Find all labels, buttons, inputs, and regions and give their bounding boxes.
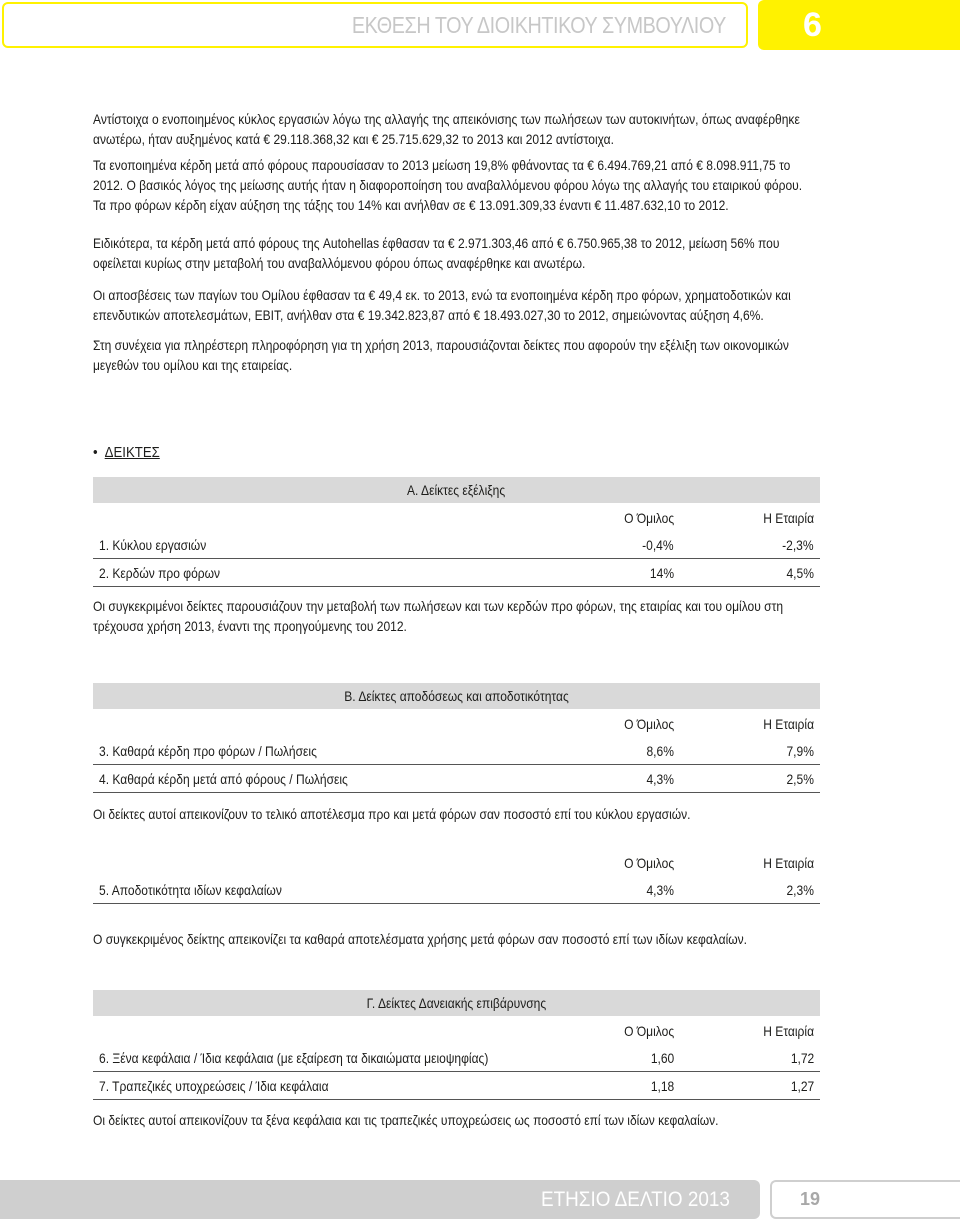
- row-label: 5. Αποδοτικότητα ιδίων κεφαλαίων: [99, 882, 282, 898]
- row-label: 3. Καθαρά κέρδη προ φόρων / Πωλήσεις: [99, 743, 317, 759]
- text-line: μεγεθών του ομίλου και της εταιρείας.: [93, 357, 293, 373]
- row-company-value: -2,3%: [782, 537, 814, 553]
- paragraph-equity-explanation: [93, 929, 823, 949]
- paragraph-autohellas-profits: [93, 233, 823, 273]
- col-header-group: Ο Όμιλος: [624, 510, 674, 526]
- table-title: Β. Δείκτες αποδόσεως και αποδοτικότητας: [344, 688, 569, 704]
- table-header-row: [93, 503, 820, 531]
- paragraph-return-explanation: [93, 804, 823, 824]
- text-line: ανωτέρω, ήταν αυξημένος κατά € 29.118.368,32 και € 25.715.629,32 το 2013 και 2012 αντίστοιχα.: [93, 131, 614, 147]
- header-banner: [2, 2, 748, 48]
- row-company-value: 4,5%: [786, 565, 814, 581]
- table-return-indicators: [93, 683, 820, 793]
- col-header-company: Η Εταιρία: [763, 855, 814, 871]
- paragraph-turnover: [93, 109, 823, 149]
- text-line: τρέχουσα χρήση 2013, έναντι της προηγούμενης του 2012.: [93, 618, 407, 634]
- row-label: 7. Τραπεζικές υποχρεώσεις / Ίδια κεφάλαια: [99, 1078, 329, 1094]
- col-header-company: Η Εταιρία: [763, 716, 814, 732]
- row-group-value: 1,60: [650, 1050, 674, 1066]
- text-line: Οι δείκτες αυτοί απεικονίζουν το τελικό αποτέλεσμα προ και μετά φόρων σαν ποσοστό επί του κύκλου εργασιών.: [93, 806, 691, 822]
- paragraph-growth-explanation: [93, 596, 823, 636]
- col-header-company: Η Εταιρία: [763, 1023, 814, 1039]
- text-line: επενδυτικών αποτελεσμάτων, EBIT, ανήλθαν στα € 19.342.823,87 από € 18.493.027,30 το 2012, σημειώνοντας αύξηση 4,6%.: [93, 307, 764, 323]
- text-line: Τα ενοποιημένα κέρδη μετά από φόρους παρουσίασαν το 2013 μείωση 19,8% φθάνοντας τα € 6.494.769,21 από € 8.098.911,75 το: [93, 157, 791, 173]
- table-row: [93, 531, 820, 559]
- chapter-number-tab: [758, 0, 960, 50]
- table-row: [93, 1044, 820, 1072]
- text-line: Ειδικότερα, τα κέρδη μετά από φόρους της Autohellas έφθασαν τα € 2.971.303,46 από € 6.750.965,38 το 2012, μείωση 56% που: [93, 235, 780, 251]
- table-title: Γ. Δείκτες Δανειακής επιβάρυνσης: [366, 995, 547, 1011]
- row-group-value: 14%: [649, 565, 674, 581]
- row-company-value: 1,72: [790, 1050, 814, 1066]
- paragraph-profits: [93, 155, 823, 215]
- text-line: Οι δείκτες αυτοί απεικονίζουν τα ξένα κεφάλαια και τις τραπεζικές υποχρεώσεις ως ποσοστό επί των ιδίων κεφαλαίων.: [93, 1112, 719, 1128]
- table-header-row: [93, 848, 820, 876]
- row-label: 4. Καθαρά κέρδη μετά από φόρους / Πωλήσεις: [99, 771, 348, 787]
- text-line: Στη συνέχεια για πληρέστερη πληροφόρηση για τη χρήση 2013, παρουσιάζονται δείκτες που αφορούν την εξέλιξη των οικονομικών: [93, 337, 789, 353]
- row-label: 6. Ξένα κεφάλαια / Ίδια κεφάλαια (με εξαίρεση τα δικαιώματα μειοψηφίας): [99, 1050, 489, 1066]
- text-line: Οι αποσβέσεις των παγίων του Ομίλου έφθασαν τα € 49,4 εκ. το 2013, ενώ τα ενοποιημένα κέρδη προ φόρων, χρηματοδοτικών και: [93, 287, 791, 303]
- text-line: οφείλεται κυρίως στην μεταβολή του αναβαλλόμενου φόρου όπως αναφέρθηκε και ανωτέρω.: [93, 255, 586, 271]
- section-title: ΔΕΙΚΤΕΣ: [104, 444, 160, 461]
- row-label: 1. Κύκλου εργασιών: [99, 537, 207, 553]
- text-line: Οι συγκεκριμένοι δείκτες παρουσιάζουν την μεταβολή των πωλήσεων και των κερδών προ φόρων, της εταιρίας και του ομίλου στη: [93, 598, 784, 614]
- table-title-bar: [93, 477, 820, 503]
- table-leverage-indicators: [93, 990, 820, 1100]
- table-row: [93, 1072, 820, 1100]
- report-section-title: ΕΚΘΕΣΗ ΤΟΥ ΔΙΟΙΚΗΤΙΚΟΥ ΣΥΜΒΟΥΛΙΟΥ: [351, 11, 726, 38]
- row-group-value: 8,6%: [646, 743, 674, 759]
- table-title: Α. Δείκτες εξέλιξης: [407, 482, 506, 498]
- text-line: 2012. Ο βασικός λόγος της μείωσης αυτής ήταν η διαφοροποίηση του αναβαλλόμενου φόρου λόγω της αλλαγής του εταιρικού φόρου.: [93, 177, 803, 193]
- table-row: [93, 559, 820, 587]
- bullet-icon: •: [93, 444, 98, 461]
- table-title-bar: [93, 990, 820, 1016]
- row-company-value: 1,27: [790, 1078, 814, 1094]
- page-number-tab: [770, 1180, 960, 1219]
- row-label: 2. Κερδών προ φόρων: [99, 565, 221, 581]
- row-company-value: 2,5%: [786, 771, 814, 787]
- row-group-value: 1,18: [650, 1078, 674, 1094]
- table-growth-indicators: [93, 477, 820, 587]
- section-heading: [93, 444, 160, 461]
- table-row: [93, 737, 820, 765]
- paragraph-leverage-explanation: [93, 1110, 823, 1130]
- footer-title: ΕΤΗΣΙΟ ΔΕΛΤΙΟ 2013: [541, 1187, 730, 1211]
- col-header-group: Ο Όμιλος: [624, 1023, 674, 1039]
- paragraph-indicators-intro: [93, 335, 823, 375]
- table-row: [93, 765, 820, 793]
- col-header-group: Ο Όμιλος: [624, 716, 674, 732]
- chapter-number: 6: [803, 5, 822, 44]
- table-header-row: [93, 1016, 820, 1044]
- table-equity-return: [93, 848, 820, 904]
- table-header-row: [93, 709, 820, 737]
- text-line: Τα προ φόρων κέρδη είχαν αύξηση της τάξης του 14% και ανήλθαν σε € 13.091.309,33 έναντι € 11.487.632,10 το 2012.: [93, 197, 729, 213]
- row-company-value: 7,9%: [786, 743, 814, 759]
- row-group-value: 4,3%: [646, 771, 674, 787]
- paragraph-depreciation: [93, 285, 823, 325]
- footer-banner: [0, 1180, 760, 1219]
- col-header-company: Η Εταιρία: [763, 510, 814, 526]
- table-row: [93, 876, 820, 904]
- row-group-value: 4,3%: [646, 882, 674, 898]
- text-line: Ο συγκεκριμένος δείκτης απεικονίζει τα καθαρά αποτελέσματα χρήσης μετά φόρων σαν ποσοστό επί των ιδίων κεφαλαίων.: [93, 931, 748, 947]
- col-header-group: Ο Όμιλος: [624, 855, 674, 871]
- text-line: Αντίστοιχα ο ενοποιημένος κύκλος εργασιών λόγω της αλλαγής της απεικόνισης των πωλήσεων των αυτοκινήτων, όπως αναφέρθηκε: [93, 111, 800, 127]
- table-title-bar: [93, 683, 820, 709]
- row-group-value: -0,4%: [642, 537, 674, 553]
- row-company-value: 2,3%: [786, 882, 814, 898]
- page-number: 19: [800, 1189, 821, 1209]
